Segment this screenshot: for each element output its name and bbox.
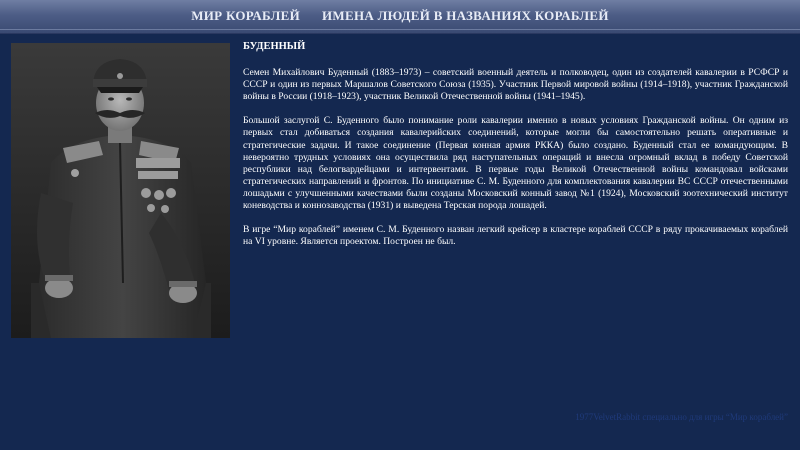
header-left-title: МИР КОРАБЛЕЙ [191, 8, 300, 23]
article-paragraph-2: Большой заслугой С. Буденного было понимание роли кавалерии именно в новых условиях Гражданской войны. Он одним из первых стал добиваться создания кавалерийских соединений, которые могли бы самостоятельно решать оперативные и стратегические задачи. И такое соединение (Первая конная армия РККА) было создано. Буденный стал ее командующим. В невероятно трудных условиях она осуществила ряд наступательных операций и внесла огромный вклад в победу Советской республики над белогвардейцами и интервентами. В первые годы Великой Отечественной войны командовал войсками стратегических направлений и фронтов. По инициативе С. М. Буденного для комплектования кавалерии ВС СССР отечественными лошадьми с улучшенными качествами были созданы Московский конный завод №1 (1924), Московский зоотехнический институт коневодства и коннозаводства (1931) и выведена Терская порода лошадей. [243, 115, 788, 212]
header-rule [0, 29, 800, 30]
header-bar [0, 0, 800, 34]
header-title [0, 8, 800, 24]
header-right-title: ИМЕНА ЛЮДЕЙ В НАЗВАНИЯХ КОРАБЛЕЙ [322, 8, 609, 23]
article-title: БУДЕННЫЙ [243, 41, 306, 52]
article-paragraph-1: Семен Михайлович Буденный (1883–1973) – советский военный деятель и полководец, один из создателей кавалерии в РСФСР и СССР и один из первых Маршалов Советского Союза (1935). Участник Первой мировой войны (1914–1918), участник Гражданской войны в России (1918–1923), участник Великой Отечественной войны (1941–1945). [243, 67, 788, 103]
article [243, 41, 788, 260]
footer-credit: 1977VelvetRabbit специально для игры “Мир кораблей” [575, 412, 788, 422]
article-paragraph-3: В игре “Мир кораблей” именем С. М. Буденного назван легкий крейсер в кластере кораблей СССР в ряду прокачиваемых кораблей на VI уровне. Является проектом. Построен не был. [243, 224, 788, 248]
portrait-photo [11, 43, 230, 338]
